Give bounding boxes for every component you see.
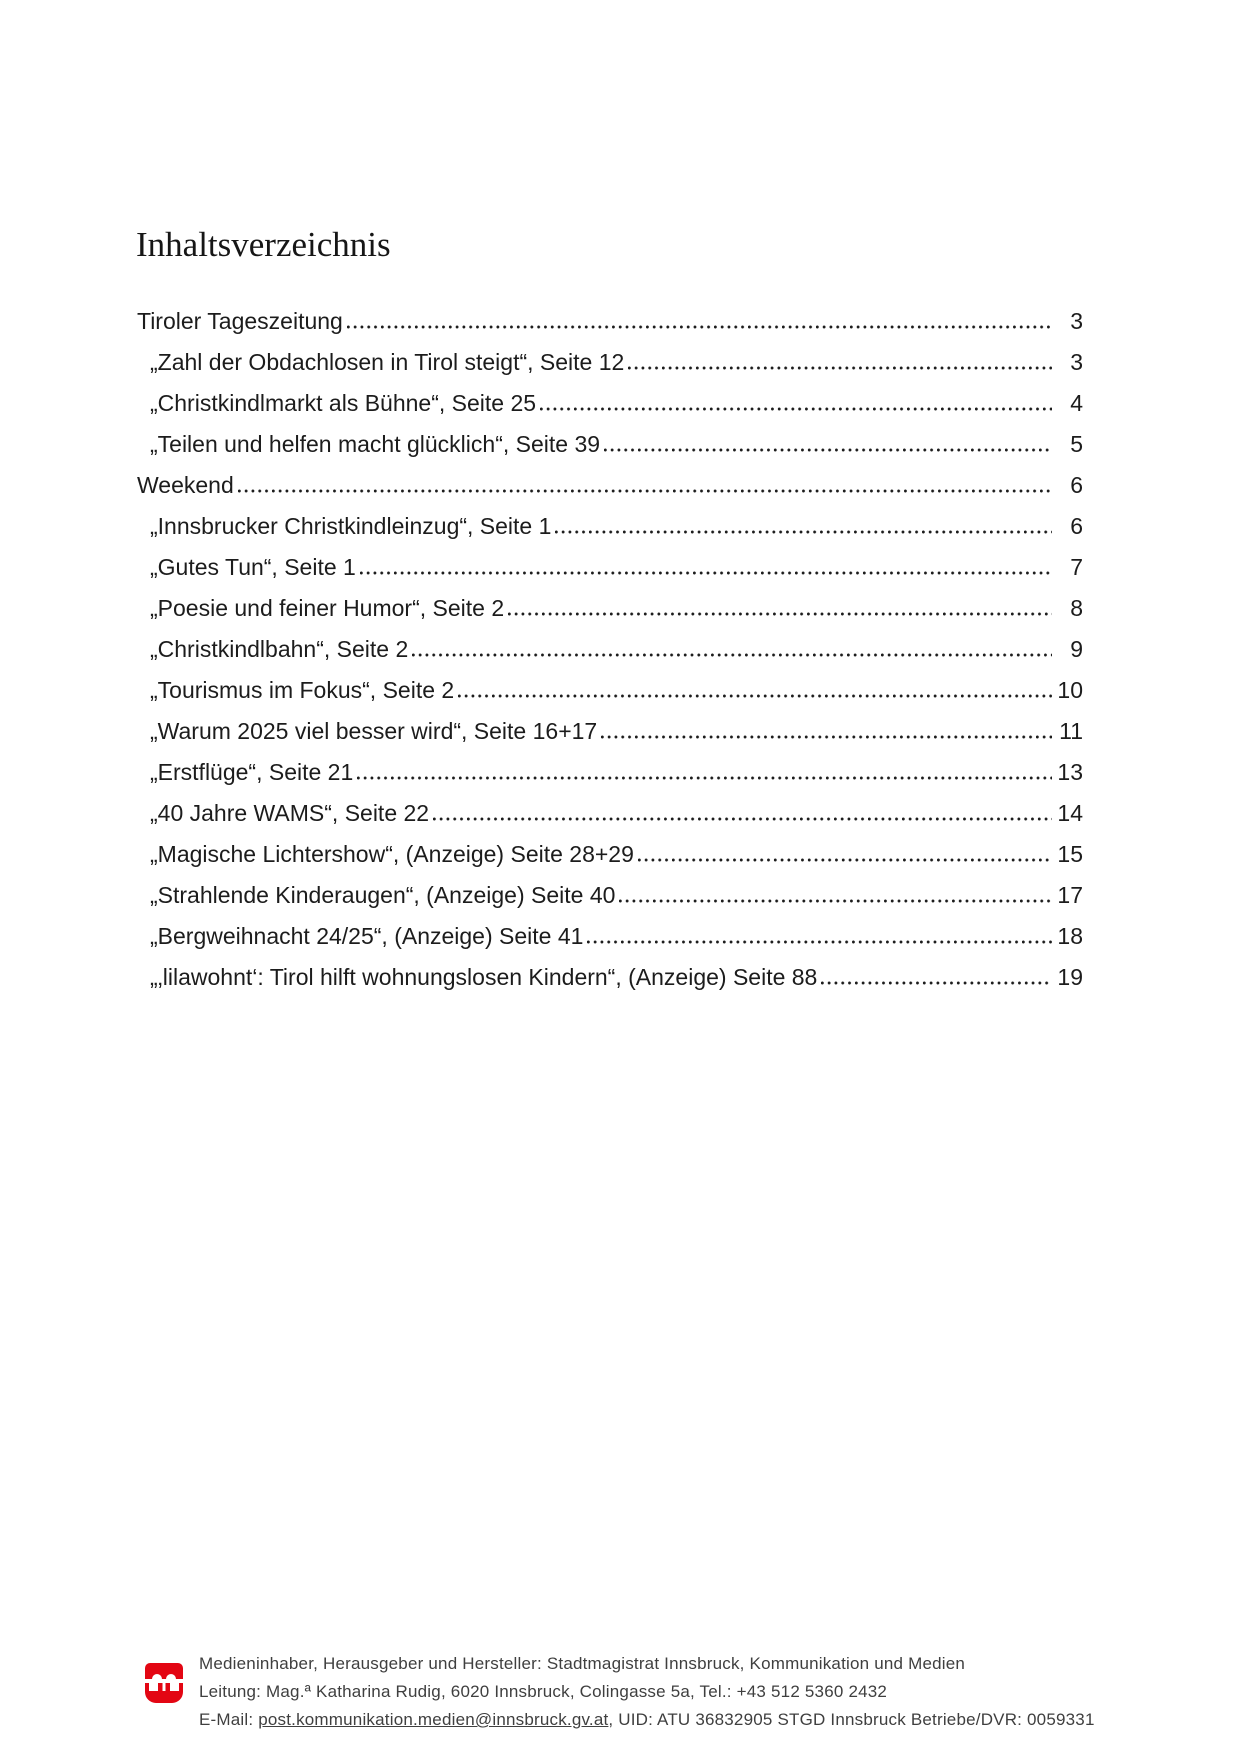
toc-entry-label: „Strahlende Kinderaugen“, (Anzeige) Seite 40 [150,882,616,908]
toc-entry[interactable] [137,506,1083,547]
toc-dot-leader [638,858,1052,862]
toc-page-number: 6 [1070,513,1083,539]
toc-dot-leader [433,817,1052,821]
toc-entry[interactable] [137,465,1083,506]
toc-entry-label: „Christkindlmarkt als Bühne“, Seite 25 [150,390,537,416]
toc-entry[interactable] [137,834,1083,875]
toc-dot-leader [604,448,1052,452]
toc-dot-leader [555,530,1052,534]
toc-dot-leader [821,981,1052,985]
toc-entry-label: „Erstflüge“, Seite 21 [150,759,354,785]
toc-entry-label: „Warum 2025 viel besser wird“, Seite 16+17 [150,718,598,744]
toc-page-number: 3 [1070,308,1083,334]
toc-page-number: 19 [1057,964,1083,990]
toc-entry-label: „Zahl der Obdachlosen in Tirol steigt“, Seite 12 [150,349,625,375]
toc-dot-leader [619,899,1052,903]
toc-entry-label: Tiroler Tageszeitung [137,308,343,334]
toc-entry-label: „40 Jahre WAMS“, Seite 22 [150,800,430,826]
footer-line-contact: Leitung: Mag.ª Katharina Rudig, 6020 Innsbruck, Colingasse 5a, Tel.: +43 512 5360 2432 [199,1682,888,1701]
table-of-contents [137,301,1083,998]
footer-line-publisher: Medieninhaber, Herausgeber und Hersteller: Stadtmagistrat Innsbruck, Kommunikation und Medien [199,1654,966,1673]
toc-entry-label: „Poesie und feiner Humor“, Seite 2 [150,595,505,621]
toc-dot-leader [458,694,1052,698]
page-title: Inhaltsverzeichnis [136,225,391,264]
toc-entry[interactable] [137,342,1083,383]
toc-dot-leader [347,325,1052,329]
toc-entry[interactable] [137,711,1083,752]
toc-dot-leader [508,612,1052,616]
toc-dot-leader [587,940,1052,944]
toc-page-number: 11 [1059,718,1083,744]
toc-entry-label: „Teilen und helfen macht glücklich“, Seite 39 [150,431,601,457]
toc-entry[interactable] [137,629,1083,670]
footer-email-suffix: , UID: ATU 36832905 STGD Innsbruck Betriebe/DVR: 0059331 [608,1710,1095,1729]
toc-entry[interactable] [137,670,1083,711]
footer-email-prefix: E-Mail: [199,1710,259,1729]
toc-entry-label: „Magische Lichtershow“, (Anzeige) Seite 28+29 [150,841,634,867]
toc-dot-leader [412,653,1052,657]
toc-dot-leader [360,571,1052,575]
toc-entry[interactable] [137,916,1083,957]
toc-page-number: 7 [1070,554,1083,580]
toc-entry[interactable] [137,588,1083,629]
toc-entry-label: „Gutes Tun“, Seite 1 [150,554,356,580]
toc-page-number: 10 [1057,677,1083,703]
innsbruck-city-logo [145,1663,183,1703]
toc-dot-leader [540,407,1052,411]
toc-entry[interactable] [137,424,1083,465]
toc-dot-leader [628,366,1052,370]
toc-entry-label: Weekend [137,472,234,498]
toc-page-number: 6 [1070,472,1083,498]
toc-dot-leader [601,735,1052,739]
toc-entry[interactable] [137,957,1083,998]
toc-entry-label: „Christkindlbahn“, Seite 2 [150,636,409,662]
toc-page-number: 15 [1057,841,1083,867]
toc-entry[interactable] [137,875,1083,916]
toc-entry-label: „Innsbrucker Christkindleinzug“, Seite 1 [150,513,552,539]
toc-page-number: 5 [1070,431,1083,457]
toc-page-number: 17 [1057,882,1083,908]
toc-entry[interactable] [137,752,1083,793]
toc-page-number: 9 [1070,636,1083,662]
toc-entry[interactable] [137,301,1083,342]
toc-entry-label: „‚lilawohnt‘: Tirol hilft wohnungslosen Kindern“, (Anzeige) Seite 88 [150,964,818,990]
toc-dot-leader [357,776,1052,780]
toc-page-number: 18 [1057,923,1083,949]
toc-entry[interactable] [137,383,1083,424]
toc-page-number: 13 [1057,759,1083,785]
footer-imprint [199,1650,1095,1734]
toc-entry[interactable] [137,547,1083,588]
footer-line-email [199,1706,1095,1734]
toc-dot-leader [238,489,1052,493]
toc-entry-label: „Bergweihnacht 24/25“, (Anzeige) Seite 41 [150,923,584,949]
toc-entry-label: „Tourismus im Fokus“, Seite 2 [150,677,455,703]
toc-page-number: 8 [1070,595,1083,621]
toc-page-number: 4 [1070,390,1083,416]
toc-page-number: 3 [1070,349,1083,375]
footer-email-link[interactable]: post.kommunikation.medien@innsbruck.gv.at [258,1710,609,1729]
toc-entry[interactable] [137,793,1083,834]
toc-page-number: 14 [1057,800,1083,826]
